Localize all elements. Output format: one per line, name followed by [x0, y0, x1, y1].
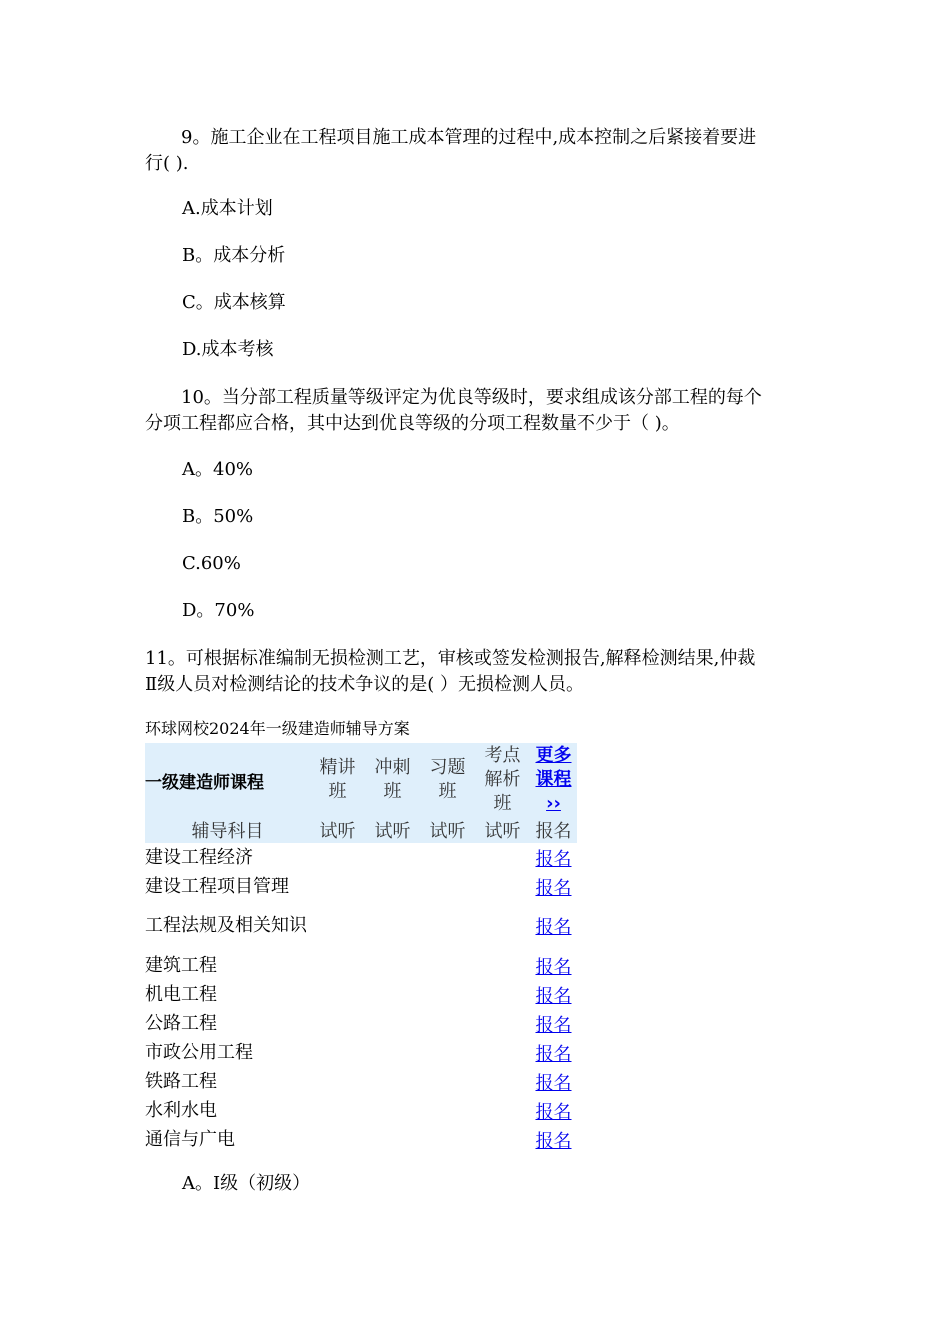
more-courses-cell — [530, 743, 577, 817]
trial-cell — [475, 1067, 530, 1096]
more-courses-link[interactable]: 更多 课程 ›› — [535, 745, 572, 814]
trial-cell — [365, 1038, 420, 1067]
register-cell — [530, 1038, 577, 1067]
course-table-subheader — [145, 817, 577, 843]
register-link[interactable]: 报名 — [535, 1072, 572, 1094]
question-9-option-d: D.成本考核 — [182, 339, 274, 360]
column-header-sprint: 冲刺 班 — [365, 743, 420, 817]
register-link[interactable]: 报名 — [535, 1014, 572, 1036]
trial-cell — [365, 1096, 420, 1125]
register-cell — [530, 1067, 577, 1096]
course-table — [145, 743, 577, 1154]
trial-cell — [475, 901, 530, 951]
table-row — [145, 1125, 577, 1154]
register-link[interactable]: 报名 — [535, 877, 572, 899]
trial-cell — [310, 951, 365, 980]
question-10-option-a: A。40% — [182, 459, 254, 480]
register-link[interactable]: 报名 — [535, 956, 572, 978]
table-row — [145, 843, 577, 872]
subject-name: 公路工程 — [145, 1012, 217, 1034]
table-row — [145, 901, 577, 951]
question-9-stem: 9。施工企业在工程项目施工成本管理的过程中,成本控制之后紧接着要进 行( ). — [145, 127, 757, 174]
register-link[interactable]: 报名 — [535, 985, 572, 1007]
trial-cell — [310, 1067, 365, 1096]
question-9-option-b: B。成本分析 — [182, 245, 286, 266]
table-row — [145, 951, 577, 980]
trial-label: 试听 — [420, 817, 475, 843]
question-9-option-c: C。成本核算 — [182, 292, 286, 313]
trial-cell — [365, 901, 420, 951]
course-table-caption: 环球网校2024年一级建造师辅导方案 — [145, 719, 410, 738]
column-header-exercise: 习题 班 — [420, 743, 475, 817]
trial-cell — [365, 980, 420, 1009]
subject-name: 铁路工程 — [145, 1070, 217, 1092]
trial-cell — [310, 901, 365, 951]
trial-cell — [475, 1009, 530, 1038]
question-11-option-a: A。Ⅰ级（初级） — [182, 1173, 311, 1194]
table-row — [145, 1009, 577, 1038]
trial-cell — [420, 872, 475, 901]
question-10-option-d: D。70% — [182, 600, 255, 621]
register-link[interactable]: 报名 — [535, 1130, 572, 1152]
register-cell — [530, 843, 577, 872]
trial-cell — [420, 1067, 475, 1096]
trial-cell — [420, 1038, 475, 1067]
register-cell — [530, 980, 577, 1009]
trial-cell — [475, 843, 530, 872]
trial-cell — [475, 1038, 530, 1067]
question-10-option-c: C.60% — [182, 553, 241, 574]
trial-cell — [475, 1125, 530, 1154]
trial-cell — [365, 1067, 420, 1096]
table-row — [145, 1067, 577, 1096]
trial-cell — [420, 843, 475, 872]
register-link[interactable]: 报名 — [535, 1043, 572, 1065]
trial-cell — [420, 951, 475, 980]
trial-label: 试听 — [475, 817, 530, 843]
register-column-label: 报名 — [530, 817, 577, 843]
question-10-option-b: B。50% — [182, 506, 254, 527]
trial-cell — [310, 1038, 365, 1067]
trial-cell — [310, 872, 365, 901]
trial-cell — [365, 1125, 420, 1154]
table-row — [145, 980, 577, 1009]
trial-cell — [420, 901, 475, 951]
trial-cell — [420, 1096, 475, 1125]
column-header-intensive: 精讲 班 — [310, 743, 365, 817]
register-cell — [530, 951, 577, 980]
subject-name: 通信与广电 — [145, 1128, 235, 1150]
register-cell — [530, 1096, 577, 1125]
subject-name: 工程法规及相关知识 — [145, 915, 307, 936]
course-table-header — [145, 743, 577, 817]
column-header-key-points: 考点 解析 班 — [475, 743, 530, 817]
register-cell — [530, 872, 577, 901]
register-cell — [530, 1125, 577, 1154]
register-link[interactable]: 报名 — [535, 917, 572, 938]
table-row — [145, 872, 577, 901]
trial-cell — [365, 951, 420, 980]
trial-cell — [310, 1096, 365, 1125]
subject-name: 市政公用工程 — [145, 1041, 253, 1063]
trial-cell — [365, 1009, 420, 1038]
subject-column-label: 辅导科目 — [145, 817, 310, 843]
subject-name: 建设工程经济 — [145, 846, 253, 868]
trial-cell — [365, 843, 420, 872]
trial-cell — [420, 1125, 475, 1154]
trial-cell — [475, 872, 530, 901]
register-link[interactable]: 报名 — [535, 1101, 572, 1123]
trial-label: 试听 — [365, 817, 420, 843]
subject-name: 建筑工程 — [145, 954, 217, 976]
course-table-title: 一级建造师课程 — [145, 743, 310, 817]
table-row — [145, 1038, 577, 1067]
trial-cell — [420, 1009, 475, 1038]
trial-cell — [310, 1125, 365, 1154]
subject-rows — [145, 843, 577, 1154]
trial-cell — [365, 872, 420, 901]
trial-cell — [475, 1096, 530, 1125]
subject-name: 水利水电 — [145, 1099, 217, 1121]
subject-name: 建设工程项目管理 — [145, 875, 289, 897]
trial-cell — [475, 951, 530, 980]
subject-name: 机电工程 — [145, 983, 217, 1005]
question-9-option-a: A.成本计划 — [182, 198, 273, 219]
question-11-stem: 11。可根据标准编制无损检测工艺，审核或签发检测报告,解释检测结果,仲裁 Ⅱ级人员对检测结论的技术争议的是( ）无损检测人员。 — [145, 648, 756, 695]
table-row — [145, 1096, 577, 1125]
trial-label: 试听 — [310, 817, 365, 843]
trial-cell — [310, 843, 365, 872]
trial-cell — [310, 980, 365, 1009]
register-link[interactable]: 报名 — [535, 848, 572, 870]
register-cell — [530, 1009, 577, 1038]
question-10-stem: 10。当分部工程质量等级评定为优良等级时，要求组成该分部工程的每个 分项工程都应合格，其中达到优良等级的分项工程数量不少于（ )。 — [145, 387, 762, 434]
trial-cell — [310, 1009, 365, 1038]
trial-cell — [420, 980, 475, 1009]
trial-cell — [475, 980, 530, 1009]
register-cell — [530, 901, 577, 951]
